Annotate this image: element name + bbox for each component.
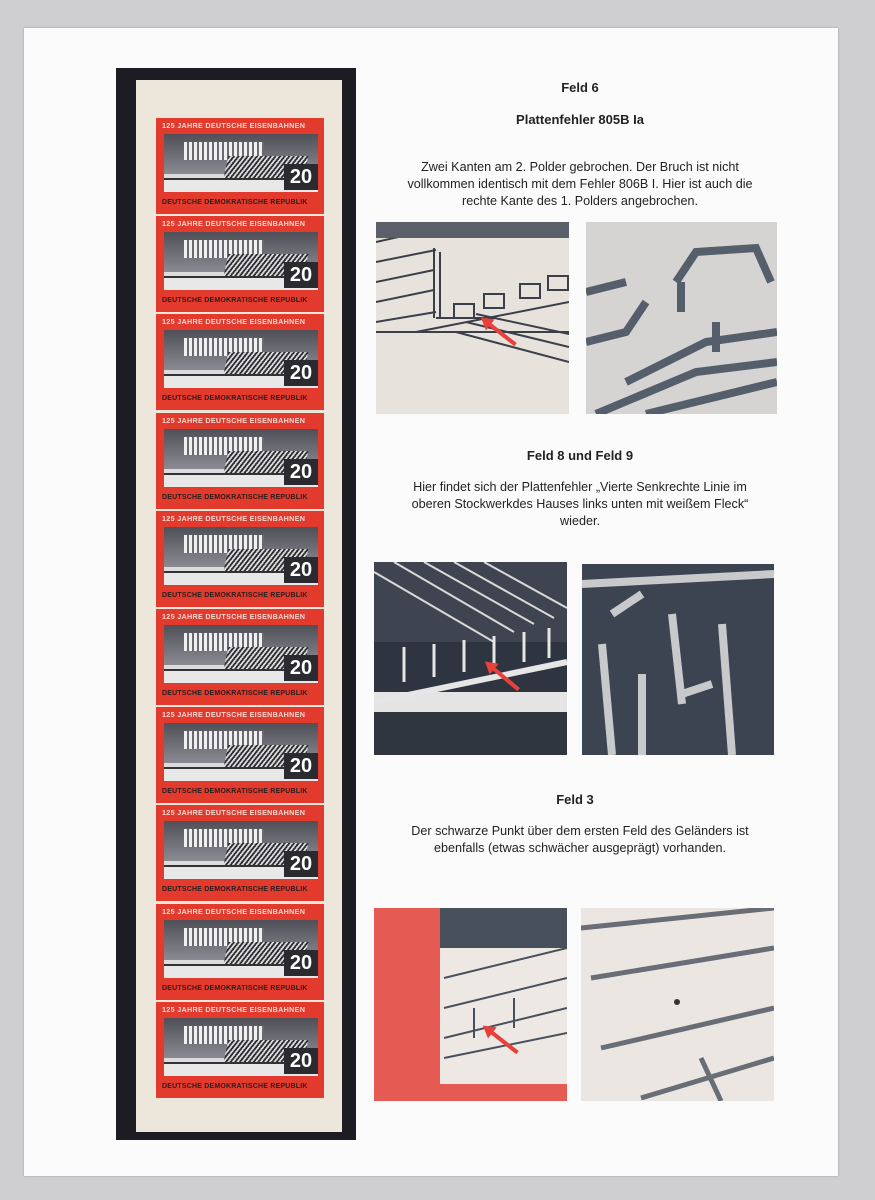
feld6-line1: Zwei Kanten am 2. Polder gebrochen. Der Bruch ist nicht xyxy=(421,160,739,174)
feld6-enlarged-drawing xyxy=(586,222,777,414)
stamp-bottom-text: DEUTSCHE DEMOKRATISCHE REPUBLIK xyxy=(162,493,308,501)
feld89-line3: wieder. xyxy=(560,514,600,528)
stamp xyxy=(156,216,324,312)
stamp-value: 20 xyxy=(284,360,318,386)
stamp-bottom-text: DEUTSCHE DEMOKRATISCHE REPUBLIK xyxy=(162,297,308,305)
stamp-value: 20 xyxy=(284,164,318,190)
stamp-top-text: 125 JAHRE DEUTSCHE EISENBAHNEN xyxy=(162,317,306,327)
feld3-line1: Der schwarze Punkt über dem ersten Feld des Geländers ist xyxy=(411,824,749,838)
stamp xyxy=(156,1002,324,1098)
stamp-value: 20 xyxy=(284,1048,318,1074)
feld89-heading: Feld 8 und Feld 9 xyxy=(526,448,634,463)
stamp-bottom-text: DEUTSCHE DEMOKRATISCHE REPUBLIK xyxy=(162,788,308,796)
stamp xyxy=(156,707,324,803)
stamp-top-text: 125 JAHRE DEUTSCHE EISENBAHNEN xyxy=(162,906,306,916)
stamp-value: 20 xyxy=(284,950,318,976)
stamp-value: 20 xyxy=(284,262,318,288)
stamp-value: 20 xyxy=(284,753,318,779)
stamp xyxy=(156,904,324,1000)
stamp-top-text: 125 JAHRE DEUTSCHE EISENBAHNEN xyxy=(162,710,306,720)
feld3-description xyxy=(370,823,790,857)
stamp-top-text: 125 JAHRE DEUTSCHE EISENBAHNEN xyxy=(162,513,306,523)
feld3-detail-drawing xyxy=(374,908,567,1101)
feld6-line2: vollkommen identisch mit dem Fehler 806B I. Hier ist auch die xyxy=(407,177,753,191)
stamp-bottom-text: DEUTSCHE DEMOKRATISCHE REPUBLIK xyxy=(162,690,308,697)
feld89-line1: Hier findet sich der Plattenfehler „Vierte Senkrechte Linie im xyxy=(413,480,747,494)
feld89-description xyxy=(370,479,790,530)
stamp-top-text: 125 JAHRE DEUTSCHE EISENBAHNEN xyxy=(162,612,306,621)
feld3-line2: ebenfalls (etwas schwächer ausgeprägt) vorhanden. xyxy=(434,841,726,855)
feld3-detail-image xyxy=(374,908,567,1101)
feld3-black-dot xyxy=(674,999,680,1005)
feld6-enlarged-image xyxy=(586,222,777,414)
feld89-enlarged-image xyxy=(582,564,774,755)
stamp-top-text: 125 JAHRE DEUTSCHE EISENBAHNEN xyxy=(162,808,306,818)
stamp-value: 20 xyxy=(284,851,318,877)
stamp xyxy=(156,511,324,607)
stamp-bottom-text: DEUTSCHE DEMOKRATISCHE REPUBLIK xyxy=(162,886,308,894)
feld3-enlarged-image xyxy=(581,908,774,1101)
stamp-bottom-text: DEUTSCHE DEMOKRATISCHE REPUBLIK xyxy=(162,984,308,992)
stamp-top-text: 125 JAHRE DEUTSCHE EISENBAHNEN xyxy=(162,121,306,130)
feld89-detail-drawing xyxy=(374,562,567,755)
stamp xyxy=(156,609,324,705)
feld6-detail-drawing xyxy=(376,222,569,414)
feld89-detail-image xyxy=(374,562,567,755)
stamp-top-text: 125 JAHRE DEUTSCHE EISENBAHNEN xyxy=(162,1004,306,1014)
stamp-bottom-text: DEUTSCHE DEMOKRATISCHE REPUBLIK xyxy=(162,1082,308,1090)
stamp-bottom-text: DEUTSCHE DEMOKRATISCHE REPUBLIK xyxy=(162,199,308,206)
stamp-value: 20 xyxy=(284,557,318,583)
feld3-enlarged-drawing xyxy=(581,908,774,1101)
stamp xyxy=(156,314,324,410)
feld3-heading: Feld 3 xyxy=(556,792,594,807)
feld6-detail-image xyxy=(376,222,569,414)
feld6-description xyxy=(375,159,785,210)
feld6-line3: rechte Kante des 1. Polders angebrochen. xyxy=(462,194,698,208)
feld6-subheading: Plattenfehler 805B Ia xyxy=(516,112,644,127)
feld89-line2: oberen Stockwerkdes Hauses links unten mit weißem Fleck“ xyxy=(411,497,749,511)
stamp-value: 20 xyxy=(284,459,318,485)
stamp xyxy=(156,118,324,214)
stamp-top-text: 125 JAHRE DEUTSCHE EISENBAHNEN xyxy=(162,219,306,229)
stamp-bottom-text: DEUTSCHE DEMOKRATISCHE REPUBLIK xyxy=(162,591,308,599)
feld6-heading: Feld 6 xyxy=(561,80,599,95)
stamp-value: 20 xyxy=(284,655,318,681)
stamp xyxy=(156,413,324,509)
feld89-enlarged-drawing xyxy=(582,564,774,755)
stamp-bottom-text: DEUTSCHE DEMOKRATISCHE REPUBLIK xyxy=(162,395,308,403)
stamp-top-text: 125 JAHRE DEUTSCHE EISENBAHNEN xyxy=(162,415,306,425)
stamp xyxy=(156,805,324,901)
